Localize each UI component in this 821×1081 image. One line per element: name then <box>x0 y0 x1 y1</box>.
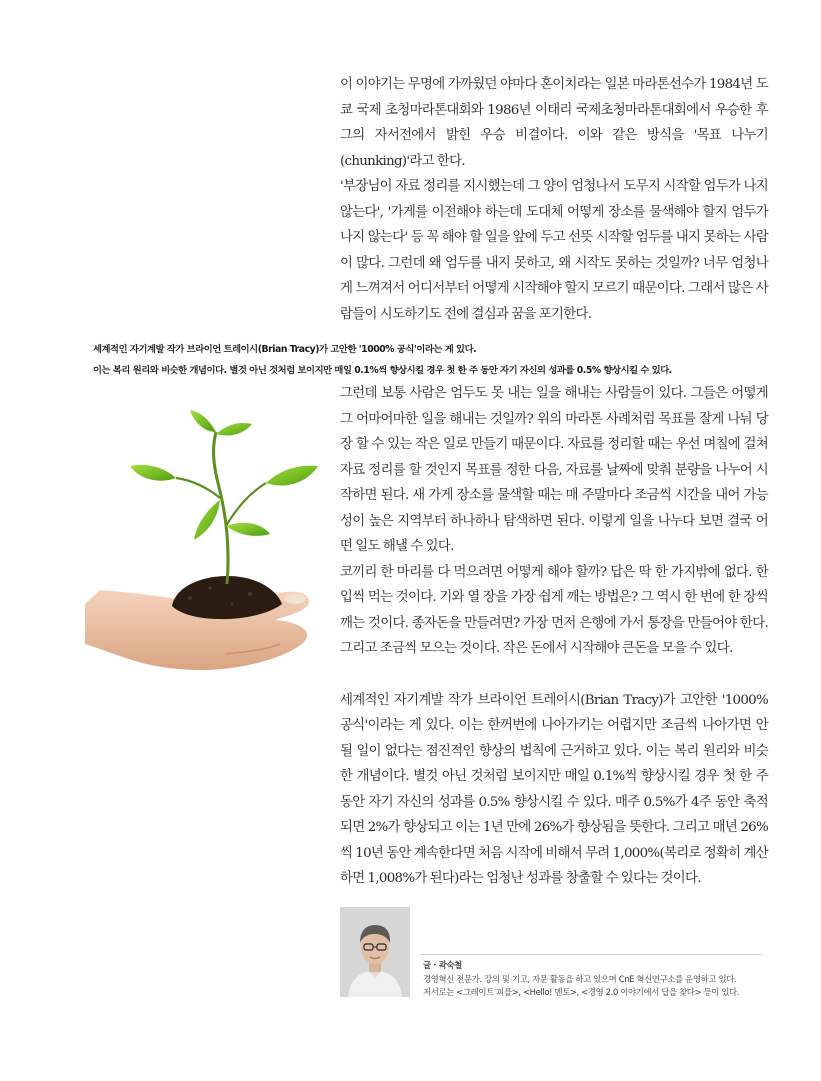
author-portrait-image <box>340 907 410 997</box>
author-bio-1: 경영혁신 전문가. 강의 및 기고, 자문 활동을 하고 있으며 CnE 혁신연구소를 운영하고 있다. <box>423 974 737 984</box>
author-divider <box>420 954 762 955</box>
main-paragraph-3: 세계적인 자기계발 작가 브라이언 트레이시(Brian Tracy)가 고안한 '1000% 공식'이라는 게 있다. 이는 한꺼번에 나아가기는 어렵지만 조금씩 나아가면 안 될 일이 없다는 점진적인 향상의 법칙에 근거하고 있다. 이는 복리 원리와 비슷한 개념이다. 별것 아닌 것처럼 보이지만 매일 0.1%씩 향상시킬 경우 첫 한 주 동안 자기 자신의 성과를 0.5% 향상시킬 수 있다. 매주 0.5%가 4주 동안 축적되면 2%가 향상되고 이는 1년 만에 26%가 향상됨을 뜻한다. 그리고 매년 26%씩 10년 동안 계속한다면 처음 시작에 비해서 무려 1,000%(복리로 정확히 계산하면 1,008%가 된다)라는 엄청난 성과를 창출할 수 있다는 것이다. <box>340 692 768 886</box>
hand-seedling-image <box>80 408 345 700</box>
author-name: 글 · 곽숙철 <box>423 960 462 970</box>
author-info <box>423 959 783 999</box>
author-bio-2: 저서로는 <그레이트 피플>, <Hello! 멘토>, <경영 2.0 이야기에서 답을 찾다> 등이 있다. <box>423 987 740 997</box>
pull-quote-line-2: 이는 복리 원리와 비슷한 개념이다. 별것 아닌 것처럼 보이지만 매일 0.1%씩 향상시킬 경우 첫 한 주 동안 자기 자신의 성과를 0.5% 향상시킬 수 있다. <box>93 365 672 376</box>
main-paragraph-1: 그런데 보통 사람은 엄두도 못 내는 일을 해내는 사람들이 있다. 그들은 어떻게 그 어마어마한 일을 해내는 것일까? 위의 마라톤 사례처럼 목표를 잘게 나눠 당장 할 수 있는 작은 일로 만들기 때문이다. 자료를 정리할 때는 우선 며칠에 걸쳐 자료 정리를 할 것인지 목표를 정한 다음, 자료를 날짜에 맞춰 분량을 나누어 시작하면 된다. 새 가게 장소를 물색할 때는 매 주말마다 조금씩 시간을 내어 가능성이 높은 지역부터 하나하나 탐색하면 된다. 이렇게 일을 나누다 보면 결국 어떤 일도 해낼 수 있다. <box>340 386 768 554</box>
pull-quote-line-1: 세계적인 자기계발 작가 브라이언 트레이시(Brian Tracy)가 고안한 '1000% 공식'이라는 게 있다. <box>93 344 477 355</box>
pull-quote <box>93 339 783 381</box>
intro-text <box>340 72 768 327</box>
main-text <box>340 381 768 892</box>
intro-paragraph-2: '부장님이 자료 정리를 지시했는데 그 양이 엄청나서 도무지 시작할 엄두가 나지 않는다', '가게를 이전해야 하는데 도대체 어떻게 장소를 물색해야 할지 엄두가 나지 않는다' 등 꼭 해야 할 일을 앞에 두고 선뜻 시작할 엄두를 내지 못하는 사람이 많다. 그런데 왜 엄두를 내지 못하고, 왜 시작도 못하는 것일까? 너무 엄청나게 느껴져서 어디서부터 어떻게 시작해야 할지 모르기 때문이다. 그래서 많은 사람들이 시도하기도 전에 결심과 꿈을 포기한다. <box>340 179 768 322</box>
main-paragraph-2: 코끼리 한 마리를 다 먹으려면 어떻게 해야 할까? 답은 딱 한 가지밖에 없다. 한 입씩 먹는 것이다. 기와 열 장을 가장 쉽게 깨는 방법은? 그 역시 한 번에 한 장씩 깨는 것이다. 종자돈을 만들려면? 가장 먼저 은행에 가서 통장을 만들어야 한다. 그리고 조금씩 모으는 것이다. 작은 돈에서 시작해야 큰돈을 모을 수 있다. <box>340 564 768 656</box>
intro-paragraph-1: 이 이야기는 무명에 가까웠던 야마다 혼이치라는 일본 마라톤선수가 1984년 도쿄 국제 초청마라톤대회와 1986년 이태리 국제초청마라톤대회에서 우승한 후 그의 자서전에서 밝힌 우승 비결이다. 이와 같은 방식을 '목표 나누기(chunking)'라고 한다. <box>340 77 768 169</box>
